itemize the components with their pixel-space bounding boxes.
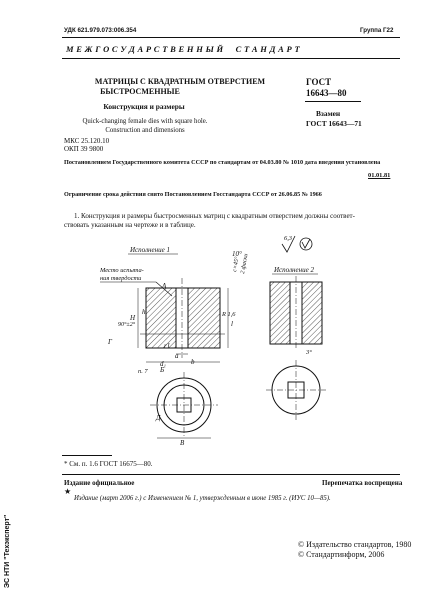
- roughness-circle-icon: [300, 238, 312, 250]
- paragraph-1-line1: 1. Конструкция и размеры быстросменных матриц с квадратным отверстием должны соответ-: [74, 212, 355, 220]
- die-drawing: [60, 230, 360, 450]
- exec2-left-wall: [270, 282, 290, 344]
- mks-code: МКС 25.120.10: [64, 137, 110, 145]
- label-R16: R 1,6: [222, 311, 236, 318]
- exec2-label: Исполнение 2: [274, 266, 314, 274]
- label-chamfer: c×45°: [232, 256, 241, 273]
- title-subtitle: Конструкция и размеры: [103, 102, 185, 111]
- footer-rule: [62, 474, 400, 475]
- title-en-line1: Quick-changing female dies with square hole.: [82, 118, 208, 125]
- label-a: a: [175, 352, 179, 360]
- footnote-rule: [62, 455, 112, 456]
- hardness-label-2: ния твердости: [100, 275, 142, 282]
- section-left-wall: [146, 288, 176, 348]
- banner-rule: [62, 58, 400, 59]
- side-stamp: ЭС НТИ "Техэксперт": [4, 514, 11, 588]
- okp-code: ОКП 39 9800: [64, 145, 104, 153]
- label-V: В: [180, 439, 185, 447]
- udk-code: УДК 621.979.073:006.354: [64, 27, 137, 34]
- label-r1: r1: [164, 342, 171, 350]
- roughness-value: 6,3: [284, 235, 292, 242]
- roughness-inner-check-icon: [302, 239, 310, 248]
- hardness-label-1: Место испыта-: [100, 267, 144, 274]
- copyright-2: © Стандартинформ, 2006: [298, 550, 385, 559]
- decree-date: 01.01.81: [368, 172, 391, 179]
- paragraph-1-line2: ствовать указанным на чертеже и в таблице.: [64, 221, 196, 229]
- label-two-faces: 2 фаски: [240, 253, 250, 275]
- gost-rule: [305, 101, 361, 102]
- label-h: h: [142, 308, 146, 316]
- label-H: H: [130, 314, 136, 322]
- label-Dd: Д: [156, 414, 161, 422]
- replaces-label: Взамен: [316, 109, 341, 118]
- label-3deg: 3°: [306, 349, 312, 356]
- star-icon: ★: [64, 487, 72, 496]
- plan-view-exec2: [266, 360, 326, 420]
- decree-text: Постановлением Государственного комитета СССР по стандартам от 04.03.80 № 1010 дата введения установлена: [64, 159, 381, 166]
- label-B: Б: [160, 366, 165, 374]
- title-ru-line1: МАТРИЦЫ С КВАДРАТНЫМ ОТВЕРСТИЕМ: [94, 77, 266, 86]
- label-angle10: 10°: [232, 250, 242, 258]
- section-view-exec2: [270, 276, 322, 350]
- banner-interstate-standard: М Е Ж Г О С У Д А Р С Т В Е Н Н Ы Й С Т А Н Д А Р Т: [66, 44, 300, 54]
- reprint-prohibited: Перепечатка воспрещена: [322, 479, 403, 487]
- exec2-right-wall: [302, 282, 322, 344]
- label-l: l: [231, 320, 233, 328]
- section-view-exec1: [140, 278, 225, 358]
- official-edition: Издание официальное: [64, 479, 135, 487]
- footnote: * См. п. 1.6 ГОСТ 16675—80.: [64, 460, 153, 468]
- label-angle90: 90°±2°: [118, 322, 136, 328]
- group-code: Группа Г22: [360, 27, 394, 34]
- label-A: А: [162, 282, 167, 290]
- label-d1: d₁: [160, 360, 166, 368]
- edition-note: Издание (март 2006 г.) с Изменением № 1, утвержденным в июне 1985 г. (ИУС 10—85).: [74, 495, 331, 502]
- header-rule: [62, 37, 400, 38]
- label-p7: п. 7: [138, 368, 148, 375]
- gost-label: ГОСТ: [306, 77, 332, 87]
- label-G: Г: [108, 338, 112, 346]
- section-right-wall: [188, 288, 220, 348]
- exec1-label: Исполнение 1: [130, 246, 170, 254]
- plan-view-exec1: [150, 372, 218, 438]
- gost-number: 16643—80: [306, 88, 347, 98]
- copyright-1: © Издательство стандартов, 1980: [298, 540, 412, 549]
- title-ru-line2: БЫСТРОСМЕННЫЕ: [100, 87, 180, 96]
- label-b: b: [191, 358, 195, 366]
- limit-text: Ограничение срока действия снято Постановлением Госстандарта СССР от 26.06.85 № 1966: [64, 191, 322, 198]
- title-en-line2: Construction and dimensions: [105, 127, 185, 134]
- replaces-standard: ГОСТ 16643—71: [306, 119, 362, 128]
